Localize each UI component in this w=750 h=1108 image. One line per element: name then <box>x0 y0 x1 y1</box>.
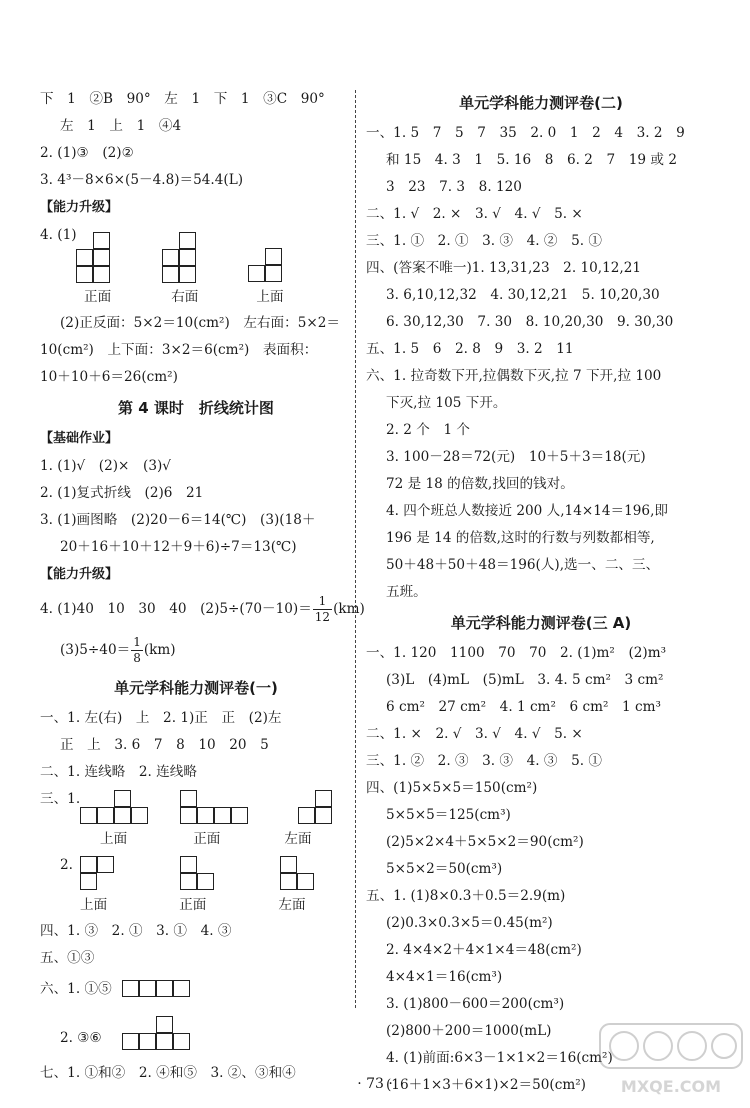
views-figure-row <box>40 222 352 284</box>
left-view-figure <box>298 790 334 826</box>
lesson-title: 第 4 课时 折线统计图 <box>118 399 274 417</box>
top-view-figure <box>80 856 116 892</box>
answer-line: 50＋48＋50＋48＝196(人),选一、二、三、 <box>386 557 660 573</box>
answer-line: (2)800＋200＝1000(mL) <box>386 1023 552 1039</box>
answer-line: 3. 6,10,12,32 4. 30,12,21 5. 10,20,30 <box>386 287 660 303</box>
unfolded-net-figure <box>122 1016 192 1052</box>
sec3-caption-row <box>40 826 352 852</box>
unfolded-net-figure <box>122 980 192 998</box>
fraction-line-text: (3)5÷40＝ <box>60 642 131 658</box>
caption: 正面 <box>84 289 112 305</box>
caption: 左面 <box>284 831 312 847</box>
page-number: · 73 · <box>357 1076 393 1092</box>
fraction-line-unit: (km) <box>143 642 176 658</box>
answer-line: 5×5×5＝125(cm³) <box>386 807 511 823</box>
answer-line: 196 是 14 的倍数,这时的行数与列数都相等, <box>386 530 655 546</box>
caption: 正面 <box>193 831 221 847</box>
answer-line: 一、1. 5 7 5 7 35 2. 0 1 2 4 3. 2 9 <box>366 125 685 141</box>
views-caption-row <box>40 284 352 310</box>
answer-line: 和 15 4. 3 1 5. 16 8 6. 2 7 19 或 2 <box>386 152 677 168</box>
front-view-figure <box>180 790 250 826</box>
fraction-line <box>40 589 365 629</box>
fraction <box>313 594 332 625</box>
answer-line: 10＋10＋6＝26(cm²) <box>40 369 178 385</box>
fraction-line-unit: (km) <box>333 601 365 617</box>
caption: 上面 <box>256 289 284 305</box>
answer-line: 2. 4×4×2＋4×1×4＝48(cm²) <box>386 942 582 958</box>
answer-line: 3. (1)800－600＝200(cm³) <box>386 996 565 1012</box>
fraction-numerator: 1 <box>318 593 327 608</box>
question-label: 六、1. ①⑤ <box>40 980 112 997</box>
column-divider <box>355 90 356 1008</box>
question-label: 4. (1) <box>40 227 77 243</box>
answer-line: 3 23 7. 3 8. 120 <box>386 179 522 195</box>
answer-line: 五、1. 5 6 2. 8 9 3. 2 11 <box>366 341 574 357</box>
caption: 上面 <box>100 831 128 847</box>
question-label: 三、1. <box>40 791 81 807</box>
answer-line: 2. (1)复式折线 (2)6 21 <box>40 485 204 501</box>
answer-line: (2)0.3×0.3×5＝0.45(m²) <box>386 915 553 931</box>
answer-line: 6. 30,12,30 7. 30 8. 10,20,30 9. 30,30 <box>386 314 674 330</box>
answer-line: 下 1 ②B 90° 左 1 下 1 ③C 90° <box>40 91 325 107</box>
answer-line: 20＋16＋10＋12＋9＋6)÷7＝13(℃) <box>60 539 297 555</box>
watermark-text: MXQE.COM <box>620 1077 722 1096</box>
answer-line: 三、1. ① 2. ① 3. ③ 4. ② 5. ① <box>366 233 602 249</box>
answer-line: 6 cm² 27 cm² 4. 1 cm² 6 cm² 1 cm³ <box>386 699 661 715</box>
answer-line: 一、1. 120 1100 70 70 2. (1)m² (2)m³ <box>366 645 667 661</box>
answer-line: 二、1. 连线略 2. 连线略 <box>40 764 197 780</box>
answer-line: 左 1 上 1 ④4 <box>60 118 182 134</box>
answer-line: (2)5×2×4＋5×5×2＝90(cm²) <box>386 834 584 850</box>
answer-line: 六、1. 拉奇数下开,拉偶数下灭,拉 7 下开,拉 100 <box>366 368 662 384</box>
caption: 正面 <box>179 897 207 913</box>
answer-line: 二、1. √ 2. × 3. √ 4. √ 5. × <box>366 206 583 222</box>
test-title: 单元学科能力测评卷(二) <box>459 94 623 112</box>
six1-row <box>40 972 352 1006</box>
answer-line: 正 上 3. 6 7 8 10 20 5 <box>60 737 269 753</box>
answer-line: 10(cm²) 上下面：3×2＝6(cm²) 表面积： <box>40 342 318 358</box>
left-column <box>40 86 365 1087</box>
answer-line: 5×5×2＝50(cm³) <box>386 861 503 877</box>
test-title: 单元学科能力测评卷(三 A) <box>450 614 632 632</box>
fraction-line <box>40 629 352 671</box>
question-label: 2. ③⑥ <box>60 1030 102 1046</box>
sec3-figure-row <box>40 786 352 826</box>
sec3-2-figure-row <box>40 852 352 892</box>
right-view-figure <box>162 232 214 284</box>
front-view-figure <box>76 232 128 284</box>
fraction-line-text: 4. (1)40 10 30 40 (2)5÷(70－10)＝ <box>40 601 312 617</box>
answer-line: 五、①③ <box>40 950 95 966</box>
answer-line: 3. 100－28＝72(元) 10＋5＋3＝18(元) <box>386 449 646 465</box>
question-label: 2. <box>60 857 73 873</box>
caption: 右面 <box>171 289 199 305</box>
answer-line: (16＋1×3＋6×1)×2＝50(cm²) <box>386 1077 586 1093</box>
answer-line: 2. (1)③ (2)② <box>40 145 134 161</box>
section-label: 【能力升级】 <box>40 200 119 215</box>
answer-line: 四、(1)5×5×5＝150(cm²) <box>366 780 538 796</box>
answer-line: 4×4×1＝16(cm³) <box>386 969 503 985</box>
top-view-figure <box>248 248 300 284</box>
caption: 左面 <box>278 897 306 913</box>
front-view-figure <box>180 856 216 892</box>
answer-line: 2. 2 个 1 个 <box>386 422 471 438</box>
six2-row <box>40 1006 352 1052</box>
left-view-figure <box>280 856 316 892</box>
answer-line: 七、1. ①和② 2. ④和⑤ 3. ②、③和④ <box>40 1065 296 1081</box>
answer-line: 二、1. × 2. √ 3. √ 4. √ 5. × <box>366 726 583 742</box>
right-column <box>366 86 716 1099</box>
fraction-denominator: 8 <box>133 650 141 665</box>
answer-line: 三、1. ② 2. ③ 3. ③ 4. ③ 5. ① <box>366 753 602 769</box>
section-label: 【能力升级】 <box>40 567 119 582</box>
answer-line: 3. 4³－8×6×(5－4.8)＝54.4(L) <box>40 172 244 188</box>
answer-line: 4. (1)前面:6×3－1×1×2＝16(cm²) <box>386 1050 613 1066</box>
answer-line: 五班。 <box>386 584 427 600</box>
answer-line: (2)正反面：5×2＝10(cm²) 左右面：5×2＝ <box>60 315 341 331</box>
section-label: 【基础作业】 <box>40 431 119 446</box>
fraction <box>131 635 143 666</box>
answer-line: 四、1. ③ 2. ① 3. ① 4. ③ <box>40 923 232 939</box>
answer-line: 下灭,拉 105 下开。 <box>386 395 507 411</box>
top-view-figure <box>80 790 150 826</box>
fraction-denominator: 12 <box>314 609 331 624</box>
sec3-2-caption-row <box>40 892 352 918</box>
answer-line: 四、(答案不唯一)1. 13,31,23 2. 10,12,21 <box>366 260 642 276</box>
answer-line: 1. (1)√ (2)× (3)√ <box>40 458 171 474</box>
test-title: 单元学科能力测评卷(一) <box>114 679 278 697</box>
answer-line: 3. (1)画图略 (2)20－6＝14(℃) (3)(18＋ <box>40 512 316 528</box>
answer-line: 4. 四个班总人数接近 200 人,14×14＝196,即 <box>386 503 668 519</box>
caption: 上面 <box>80 897 108 913</box>
fraction-numerator: 1 <box>133 634 141 649</box>
answer-line: 72 是 18 的倍数,找回的钱对。 <box>386 476 574 492</box>
watermark-logo <box>596 1020 746 1100</box>
answer-line: (3)L (4)mL (5)mL 3. 4. 5 cm² 3 cm² <box>386 672 664 688</box>
answer-line: 五、1. (1)8×0.3＋0.5＝2.9(m) <box>366 888 566 904</box>
answer-line: 一、1. 左(右) 上 2. 1)正 正 (2)左 <box>40 710 282 726</box>
